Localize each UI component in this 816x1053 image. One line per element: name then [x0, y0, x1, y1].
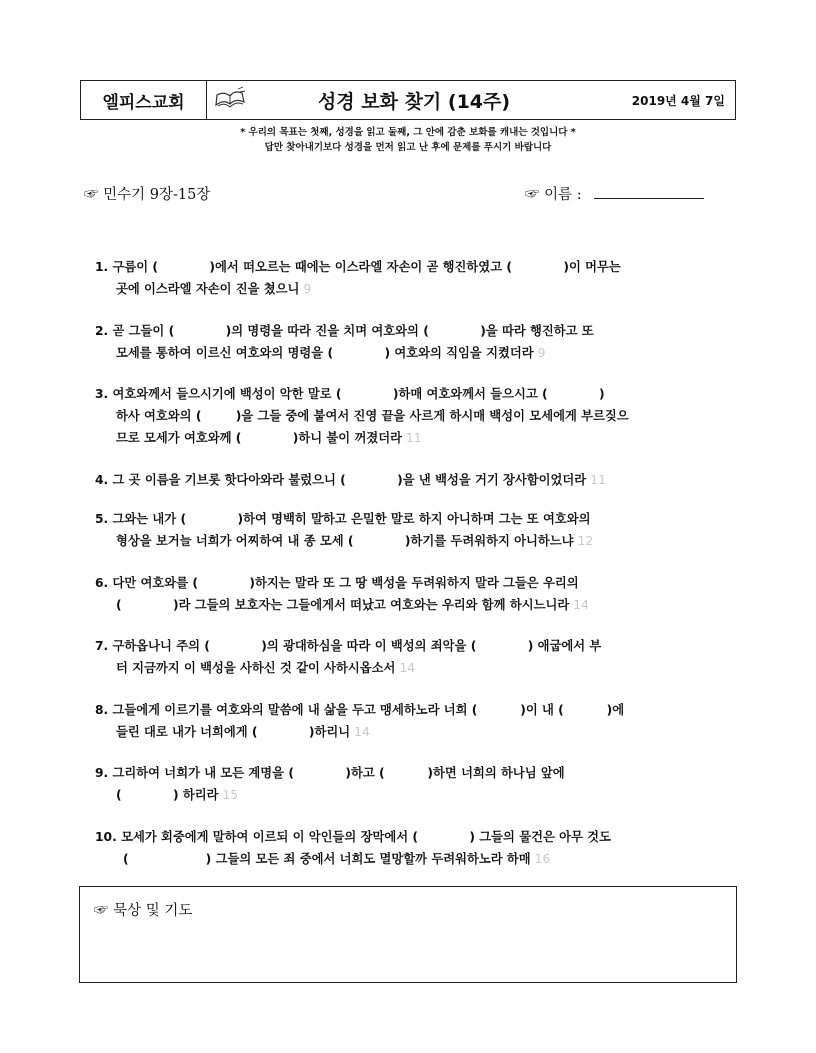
verse-ref: 11: [405, 431, 422, 445]
bible-icon: [207, 81, 253, 119]
question-list: [95, 256, 725, 889]
verse-ref: 16: [534, 851, 551, 866]
question-item: 4. 그 곳 이름을 기브롯 핫다아와라 불렀으니 ( )을 낸 백성을 거기 장사함이었더라 11: [95, 472, 606, 487]
question-item: 1. 구름이 ( )에서 떠오르는 때에는 이스라엘 자손이 곧 행진하였고 ( )이 머무는 곳에 이스라엘 자손이 진을 쳤으니 9: [95, 260, 621, 296]
verse-ref: 14: [399, 661, 416, 675]
reading-range-text: 민수기 9장-15장: [103, 187, 211, 203]
notice-line-2: 답만 찾아내기보다 성경을 먼저 읽고 난 후에 문제를 푸시기 바랍니다: [264, 142, 552, 153]
reading-range: [84, 183, 210, 204]
verse-ref: 14: [573, 597, 589, 612]
pointing-hand-icon: ☞: [84, 187, 99, 203]
page-title: 성경 보화 찾기 (14주): [317, 90, 511, 113]
question-item: 10. 모세가 회중에게 말하여 이르되 이 악인들의 장막에서 ( ) 그들의 물건은 아무 것도 ( ) 그들의 모든 죄 중에서 너희도 멸망할까 두려워하노라 하매 16: [95, 829, 611, 866]
worksheet-header: [80, 80, 736, 120]
pointing-hand-icon: ☞: [525, 187, 540, 203]
verse-ref: 11: [590, 472, 606, 487]
question-item: 2. 곧 그들이 ( )의 명령을 따라 진을 치며 여호와의 ( )을 따라 행진하고 또 모세를 통하여 이르신 여호와의 명령을 ( ) 여호와의 직임을 지켰더라 9: [95, 323, 594, 360]
worksheet-date: 2019년 4월 7일: [631, 93, 725, 108]
name-field: [525, 183, 704, 204]
question-item: 5. 그와는 내가 ( )하여 명백히 말하고 은밀한 말로 하지 아니하며 그는 또 여호와의 형상을 보거늘 너희가 어찌하여 내 종 모세 ( )하기를 두려워하지 아니하느냐 12: [95, 512, 594, 548]
name-blank[interactable]: [594, 184, 704, 199]
meditation-prayer-box[interactable]: [79, 886, 737, 983]
question-item: 7. 구하옵나니 주의 ( )의 광대하심을 따라 이 백성의 죄악을 ( ) 애굽에서 부 터 지금까지 이 백성을 사하신 것 같이 사하시옵소서 14: [95, 639, 602, 675]
verse-ref: 9: [303, 282, 312, 296]
church-name: 엘피스교회: [81, 81, 207, 119]
name-label: 이름 :: [544, 187, 582, 203]
question-item: 8. 그들에게 이르기를 여호와의 말씀에 내 삶을 두고 맹세하노라 너희 ( )이 내 ( )에 들린 대로 내가 너희에게 ( )하리니 14: [95, 702, 625, 739]
meditation-prayer-label: ☞ 묵상 및 기도: [94, 903, 193, 919]
notice-line-1: * 우리의 목표는 첫째, 성경을 읽고 둘째, 그 안에 감춘 보화를 캐내는 것입니다 *: [240, 127, 576, 138]
pointing-hand-icon: ☞: [94, 903, 109, 919]
verse-ref: 12: [577, 534, 594, 548]
verse-ref: 14: [354, 724, 370, 739]
question-item: 6. 다만 여호와를 ( )하지는 말라 또 그 땅 백성을 두려워하지 말라 그들은 우리의 ( )라 그들의 보호자는 그들에게서 떠났고 여호와는 우리와 함께 하시느니라 14: [95, 575, 589, 612]
verse-ref: 9: [537, 345, 546, 360]
question-item: 9. 그리하여 너희가 내 모든 계명을 ( )하고 ( )하면 너희의 하나님 앞에 ( ) 하리라 15: [95, 766, 565, 802]
verse-ref: 15: [222, 788, 239, 802]
question-item: 3. 여호와께서 들으시기에 백성이 악한 말로 ( )하매 여호와께서 들으시고 ( ) 하사 여호와의 ( )을 그들 중에 붙여서 진영 끝을 사르게 하시매 백성이 모세에게 부르짖으 므로 모세가 여호와께 ( )하니 불이 꺼졌더라 11: [95, 387, 629, 445]
